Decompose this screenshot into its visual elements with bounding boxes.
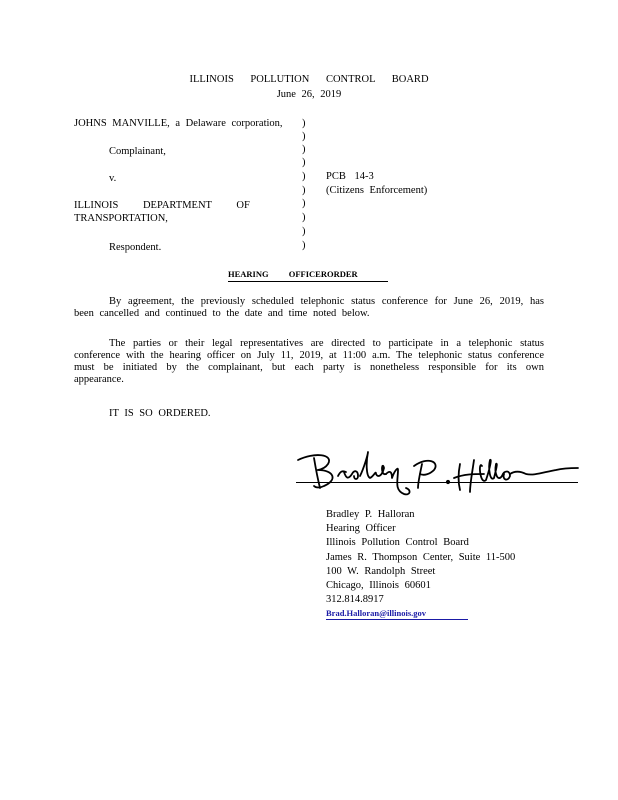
complainant-role: Complainant, [109, 146, 166, 157]
caption-paren: ) [302, 171, 306, 182]
officer-phone: 312.814.8917 [326, 594, 384, 606]
officer-org: Illinois Pollution Control Board [326, 537, 469, 549]
order-title: HEARING OFFICERORDER [228, 270, 388, 282]
respondent-name-line2: TRANSPORTATION, [74, 213, 168, 224]
caption-paren: ) [302, 198, 306, 209]
caption-paren: ) [302, 118, 306, 129]
respondent-name-line1: ILLINOIS DEPARTMENT OF [74, 200, 250, 211]
paragraph-directive: The parties or their legal representatives are directed to participate in a telephonic status conference with the hearing officer on July 11, 2019, at 11:00 a.m. The telephonic status conference must be initiated by the complainant, but each party is nonetheless responsible for its own appearance. [74, 338, 544, 386]
closing-statement: IT IS SO ORDERED. [109, 408, 211, 419]
handwritten-signature [294, 446, 580, 502]
officer-building: James R. Thompson Center, Suite 11-500 [326, 551, 516, 563]
caption-paren: ) [302, 157, 306, 168]
agency-title: ILLINOIS POLLUTION CONTROL BOARD [189, 74, 429, 85]
caption-paren: ) [302, 185, 306, 196]
complainant-name: JOHNS MANVILLE, a Delaware corporation, [74, 118, 283, 129]
officer-street: 100 W. Randolph Street [326, 565, 436, 577]
officer-email-link[interactable]: Brad.Halloran@illinois.gov [326, 609, 468, 620]
officer-city: Chicago, Illinois 60601 [326, 579, 431, 591]
caption-paren: ) [302, 240, 306, 251]
case-number: PCB 14-3 [326, 171, 374, 182]
caption-paren: ) [302, 131, 306, 142]
caption-paren: ) [302, 226, 306, 237]
officer-title: Hearing Officer [326, 523, 396, 535]
case-type: (Citizens Enforcement) [326, 185, 428, 196]
caption-paren: ) [302, 144, 306, 155]
caption-paren: ) [302, 212, 306, 223]
signature-line [296, 482, 578, 483]
order-date: June 26, 2019 [276, 89, 342, 100]
officer-name: Bradley P. Halloran [326, 509, 415, 520]
paragraph-cancellation: By agreement, the previously scheduled telephonic status conference for June 26, 2019, has been cancelled and continued to the date and time noted below. [74, 296, 544, 320]
respondent-role: Respondent. [109, 242, 162, 253]
versus-label: v. [109, 173, 117, 184]
signature-block [326, 509, 515, 620]
